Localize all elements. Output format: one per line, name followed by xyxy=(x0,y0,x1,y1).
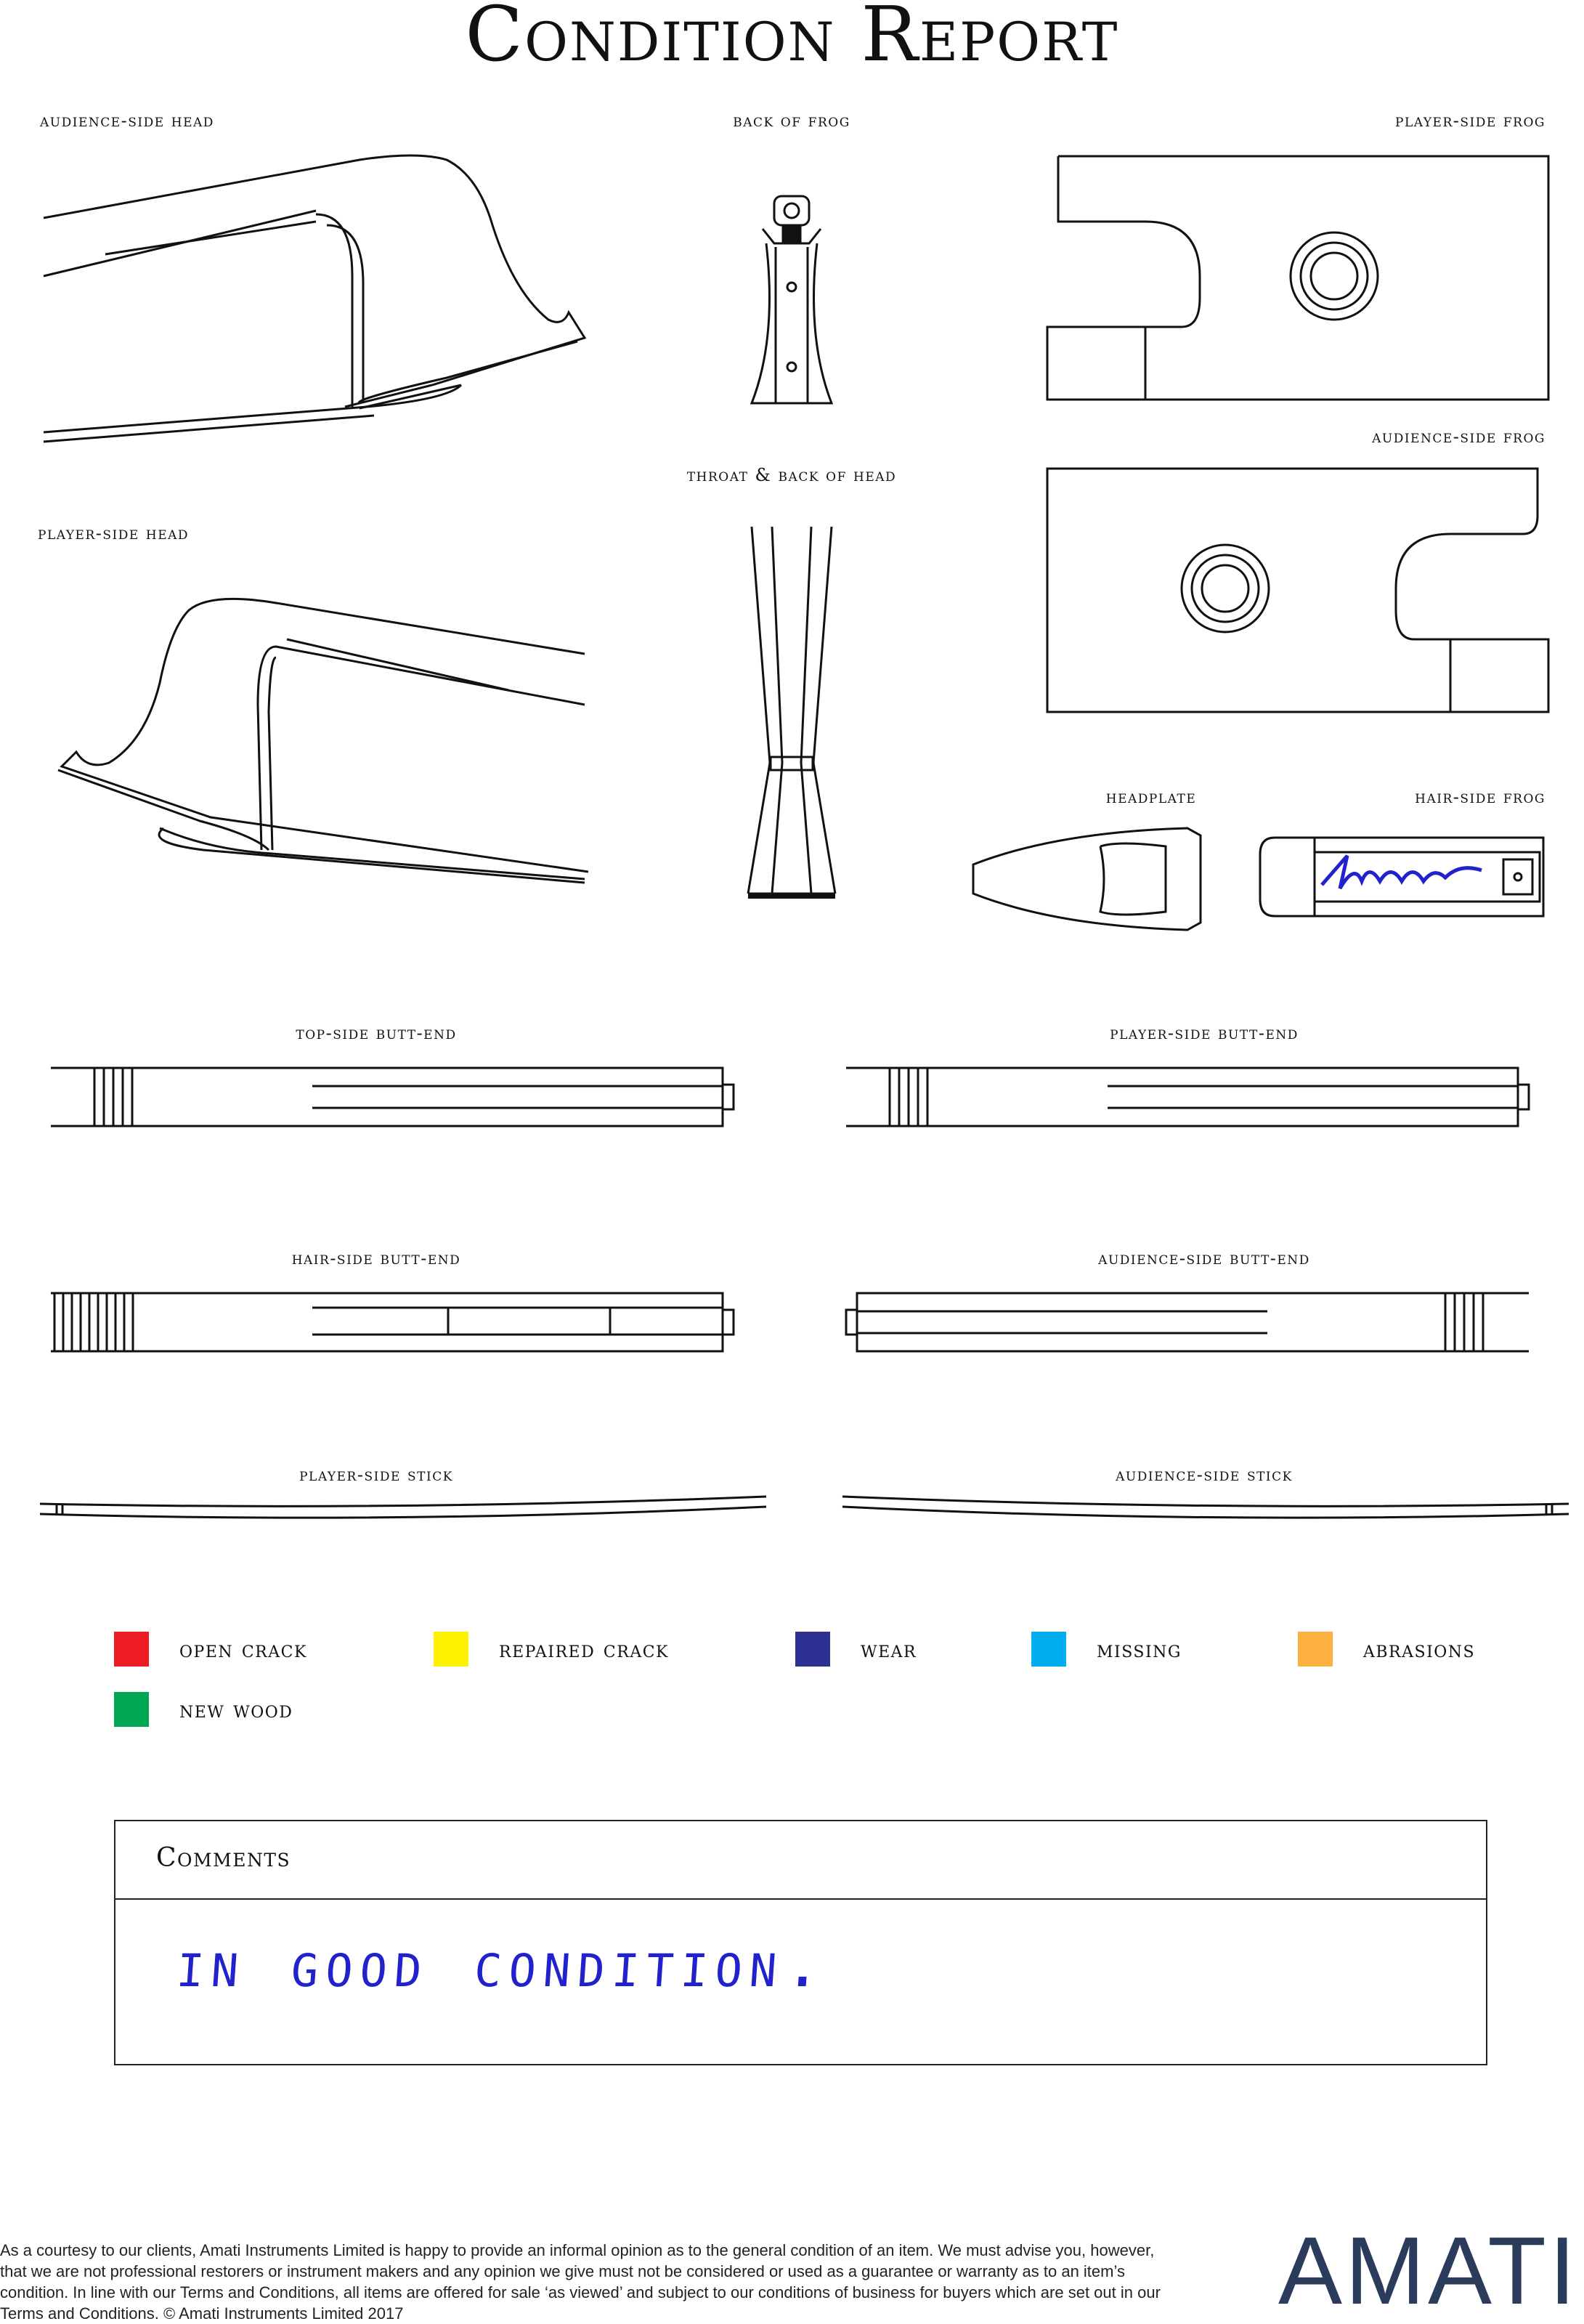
audience-side-frog-drawing[interactable] xyxy=(1044,465,1552,716)
player-side-stick-drawing[interactable] xyxy=(36,1489,770,1526)
legend-label: missing xyxy=(1097,1635,1182,1663)
legend-label: abrasions xyxy=(1363,1635,1476,1663)
legend-new-wood xyxy=(114,1691,293,1728)
legend-missing xyxy=(1031,1631,1182,1667)
label-player-side-head: player-side head xyxy=(38,523,190,543)
label-audience-side-frog: audience-side frog xyxy=(1372,426,1546,447)
label-player-side-stick: player-side stick xyxy=(299,1465,453,1485)
hair-side-butt-end-drawing[interactable] xyxy=(47,1289,737,1355)
label-player-side-frog: player-side frog xyxy=(1395,110,1546,131)
swatch-abrasions xyxy=(1298,1632,1333,1667)
label-back-of-frog: back of frog xyxy=(733,110,850,131)
back-of-frog-drawing[interactable] xyxy=(734,193,850,410)
legend-open-crack xyxy=(114,1631,307,1667)
player-side-frog-drawing[interactable] xyxy=(1044,153,1552,407)
page-title: Condition Report xyxy=(465,0,1119,78)
legend-label: new wood xyxy=(179,1696,293,1723)
legend-label: wear xyxy=(861,1635,917,1663)
audience-side-butt-end-drawing[interactable] xyxy=(842,1289,1532,1355)
label-throat-back-of-head: throat & back of head xyxy=(686,465,897,485)
legend-label: open crack xyxy=(179,1635,307,1663)
swatch-repaired-crack xyxy=(434,1632,468,1667)
wear-mark-scribble xyxy=(1318,849,1485,899)
legend-repaired-crack xyxy=(434,1631,669,1667)
label-player-side-butt-end: player-side butt-end xyxy=(1110,1023,1299,1043)
audience-side-head-drawing[interactable] xyxy=(40,145,592,450)
label-audience-side-stick: audience-side stick xyxy=(1116,1465,1293,1485)
legend-wear xyxy=(795,1631,917,1667)
comments-label: Comments xyxy=(156,1843,291,1873)
swatch-missing xyxy=(1031,1632,1066,1667)
label-hair-side-butt-end: hair-side butt-end xyxy=(291,1248,461,1268)
label-hair-side-frog: hair-side frog xyxy=(1415,787,1546,807)
top-side-butt-end-drawing[interactable] xyxy=(47,1064,737,1130)
throat-back-of-head-drawing[interactable] xyxy=(744,523,839,901)
swatch-open-crack xyxy=(114,1632,149,1667)
label-audience-side-butt-end: audience-side butt-end xyxy=(1098,1248,1310,1268)
player-side-head-drawing[interactable] xyxy=(36,559,596,894)
label-audience-side-head: audience-side head xyxy=(40,110,214,131)
label-top-side-butt-end: top-side butt-end xyxy=(296,1023,457,1043)
headplate-drawing[interactable] xyxy=(970,825,1209,934)
legend-label: repaired crack xyxy=(499,1635,669,1663)
player-side-butt-end-drawing[interactable] xyxy=(842,1064,1532,1130)
swatch-wear xyxy=(795,1632,830,1667)
comments-box xyxy=(114,1820,1487,2065)
audience-side-stick-drawing[interactable] xyxy=(839,1489,1572,1526)
legend-abrasions xyxy=(1298,1631,1475,1667)
disclaimer: As a courtesy to our clients, Amati Instruments Limited is happy to provide an informal opinion as to the general condition of an item. We must advise you, however, that we are not professional restorers or instrument makers and any opinion we give must not be considered or used as a guarantee or warranty as to an item’s condition. In line with our Terms and Conditions, all items are offered for sale ‘as viewed’ and subject to our conditions of business for buyers which are set out in our Terms and Conditions. © Amati Instruments Limited 2017 xyxy=(0,2241,1161,2323)
comments-header xyxy=(115,1821,1486,1900)
amati-logo: AMATI xyxy=(1278,2217,1579,2324)
swatch-new-wood xyxy=(114,1692,149,1727)
comments-text[interactable]: in good condition. xyxy=(174,1927,833,2001)
label-headplate: headplate xyxy=(1105,787,1197,807)
